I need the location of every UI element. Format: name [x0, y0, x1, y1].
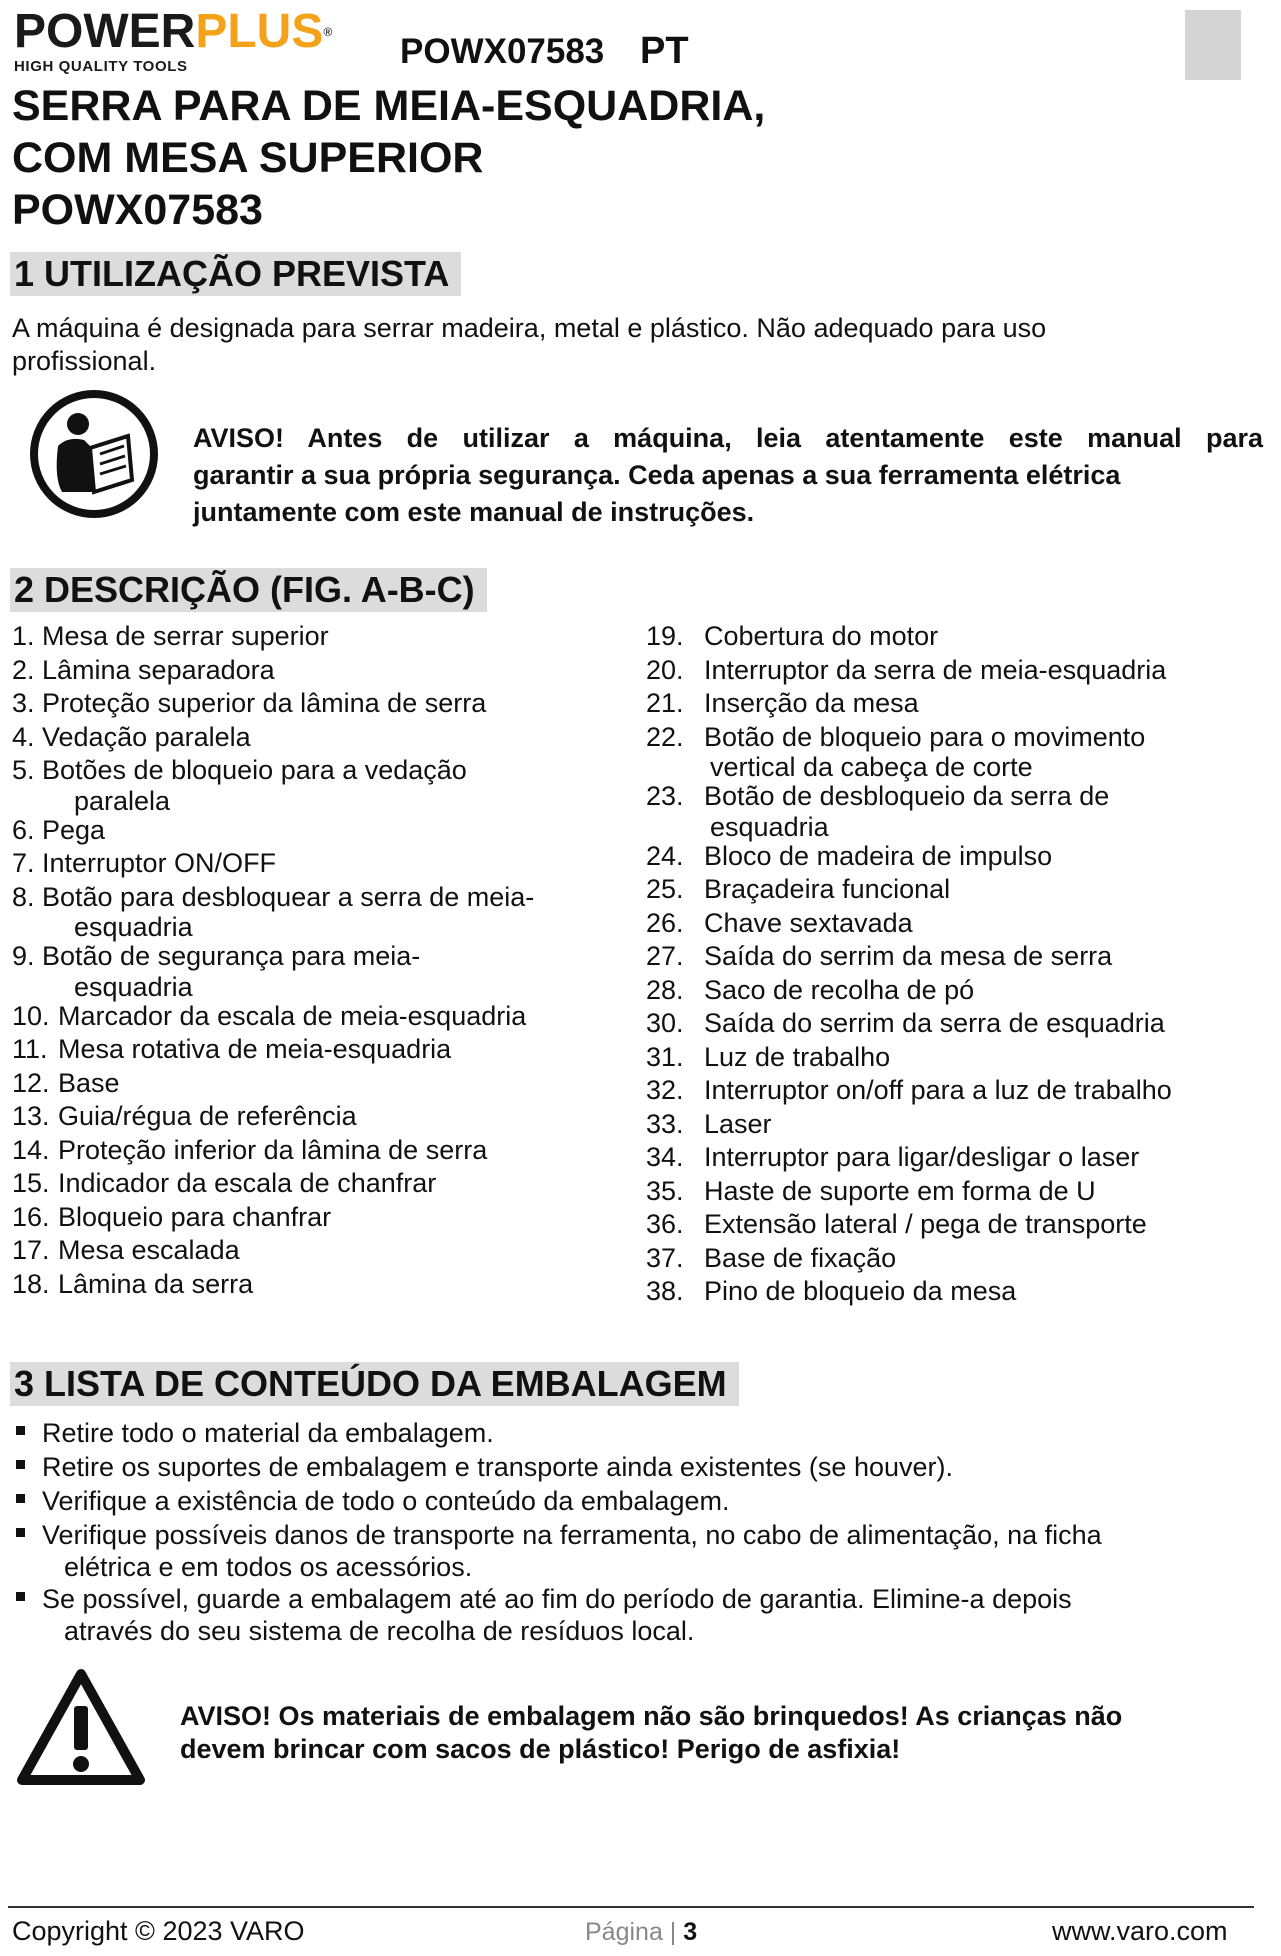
parts-list-item — [12, 1033, 632, 1067]
item-number: 32. — [646, 1075, 684, 1105]
item-label: Lâmina separadora — [42, 654, 275, 685]
item-label: Vedação paralela — [42, 721, 251, 752]
brand-logo — [14, 5, 384, 78]
item-label: Extensão lateral / pega de transporte — [704, 1209, 1147, 1239]
item-number: 6. — [12, 814, 35, 845]
item-number: 10. — [12, 1000, 50, 1031]
item-label: Botão de desbloqueio da serra de — [704, 781, 1110, 811]
title-line: COM MESA SUPERIOR — [12, 134, 484, 182]
packaging-warning-text: AVISO! Os materiais de embalagem não são brinquedos! As crianças não devem brincar com sacos de plástico! Perigo de asfixia! — [180, 1701, 1123, 1764]
parts-list-item — [646, 654, 1266, 688]
parts-list-item — [646, 1275, 1266, 1309]
checklist-item — [12, 1582, 1262, 1646]
package-checklist — [12, 1416, 1262, 1646]
parts-list-item — [12, 1268, 632, 1302]
parts-list-item — [12, 654, 632, 688]
item-label: Proteção superior da lâmina de serra — [42, 688, 487, 718]
item-number: 3. — [12, 688, 35, 718]
item-label-continuation: esquadria — [74, 971, 193, 1002]
checklist-text: Retire os suportes de embalagem e transporte ainda existentes (se houver). — [42, 1452, 953, 1482]
item-label: Proteção inferior da lâmina de serra — [58, 1134, 488, 1165]
checklist-text-continuation: através do seu sistema de recolha de resíduos local. — [64, 1616, 695, 1646]
item-label: Interruptor ON/OFF — [42, 848, 277, 878]
item-label-continuation: vertical da cabeça de corte — [710, 752, 1033, 782]
item-label: Luz de trabalho — [704, 1041, 891, 1072]
parts-list-item — [12, 1167, 632, 1201]
item-label: Cobertura do motor — [704, 621, 939, 651]
item-number: 5. — [12, 755, 35, 785]
item-number: 21. — [646, 688, 684, 718]
item-label: Guia/régua de referência — [58, 1101, 357, 1131]
item-label: Mesa de serrar superior — [42, 621, 329, 651]
parts-list-item — [12, 721, 632, 755]
item-label: Mesa rotativa de meia-esquadria — [58, 1034, 452, 1064]
parts-list-item — [646, 721, 1266, 781]
checklist-item — [12, 1450, 1262, 1484]
item-number: 15. — [12, 1168, 50, 1198]
item-number: 24. — [646, 840, 684, 871]
item-label: Saída do serrim da mesa de serra — [704, 941, 1113, 971]
footer-website-link[interactable]: www.varo.com — [1052, 1916, 1228, 1946]
parts-list-item — [646, 1108, 1266, 1142]
item-number: 8. — [12, 881, 35, 912]
parts-list-item — [646, 1074, 1266, 1108]
item-number: 7. — [12, 848, 35, 878]
item-label: Botões de bloqueio para a vedação — [42, 755, 467, 785]
safety-warning-text: AVISO! Antes de utilizar a máquina, leia atentamente este manual para garantir a sua própria segurança. Ceda apenas a sua ferramenta elétrica juntamente com este manual de instruções. — [193, 423, 1263, 527]
parts-list-item — [646, 1007, 1266, 1041]
item-label: Lâmina da serra — [58, 1268, 254, 1299]
footer-divider — [8, 1906, 1254, 1908]
parts-list-item — [646, 687, 1266, 721]
parts-list-item — [12, 754, 632, 814]
item-label: Braçadeira funcional — [704, 874, 951, 904]
header-model-code: POWX07583 — [400, 32, 605, 71]
item-label: Bloco de madeira de impulso — [704, 840, 1053, 871]
parts-list-right — [646, 620, 1266, 1309]
checklist-item — [12, 1518, 1262, 1582]
item-number: 27. — [646, 941, 684, 971]
parts-list-item — [646, 1141, 1266, 1175]
item-number: 17. — [12, 1235, 50, 1265]
item-label: Inserção da mesa — [704, 688, 919, 718]
parts-list-item — [12, 1067, 632, 1101]
document-title — [12, 80, 1112, 236]
parts-list-item — [12, 1000, 632, 1034]
parts-list-item — [646, 940, 1266, 974]
item-number: 23. — [646, 781, 684, 811]
item-number: 1. — [12, 621, 35, 651]
item-number: 12. — [12, 1067, 50, 1098]
item-label: Interruptor da serra de meia-esquadria — [704, 654, 1167, 685]
checklist-text: Verifique a existência de todo o conteúdo da embalagem. — [42, 1486, 730, 1516]
footer-page-indicator: Página | 3 — [585, 1918, 698, 1946]
item-number: 11. — [12, 1034, 48, 1064]
item-number: 13. — [12, 1101, 50, 1131]
parts-list-item — [646, 1242, 1266, 1276]
item-label: Base — [58, 1067, 120, 1098]
item-number: 22. — [646, 721, 684, 752]
item-number: 35. — [646, 1175, 684, 1206]
parts-list-item — [12, 1234, 632, 1268]
checklist-text: Retire todo o material da embalagem. — [42, 1418, 494, 1448]
item-label: Marcador da escala de meia-esquadria — [58, 1000, 527, 1031]
item-label: Saco de recolha de pó — [704, 974, 975, 1005]
item-number: 16. — [12, 1201, 50, 1232]
parts-list-left — [12, 620, 632, 1301]
parts-list-item — [646, 1208, 1266, 1242]
logo-tagline: HIGH QUALITY TOOLS — [14, 58, 188, 75]
item-label: Botão para desbloquear a serra de meia- — [42, 881, 535, 912]
logo-wordmark: POWERPLUS® — [14, 5, 333, 58]
footer-copyright: Copyright © 2023 VARO — [12, 1916, 305, 1946]
item-label: Pega — [42, 814, 106, 845]
item-label: Pino de bloqueio da mesa — [704, 1276, 1017, 1306]
parts-list-item — [12, 881, 632, 941]
item-label: Indicador da escala de chanfrar — [58, 1168, 437, 1198]
item-label: Interruptor on/off para a luz de trabalho — [704, 1075, 1172, 1105]
item-label-continuation: esquadria — [74, 912, 193, 942]
item-label: Bloqueio para chanfrar — [58, 1201, 332, 1232]
item-label-continuation: paralela — [74, 785, 171, 816]
title-line: SERRA PARA DE MEIA-ESQUADRIA, — [12, 82, 766, 130]
parts-list-item — [646, 620, 1266, 654]
section-heading-intended-use: 1 UTILIZAÇÃO PREVISTA — [10, 252, 461, 296]
section-heading-description: 2 DESCRIÇÃO (FIG. A-B-C) — [10, 568, 487, 612]
parts-list-item — [12, 940, 632, 1000]
item-label-continuation: esquadria — [710, 811, 829, 842]
item-label: Laser — [704, 1108, 772, 1139]
item-label: Chave sextavada — [704, 907, 913, 938]
bullet-square-icon — [16, 1528, 25, 1537]
checklist-text: Se possível, guarde a embalagem até ao fim do período de garantia. Elimine-a depois — [42, 1584, 1072, 1614]
checklist-text-continuation: elétrica e em todos os acessórios. — [64, 1552, 473, 1582]
item-number: 4. — [12, 721, 35, 752]
checklist-item — [12, 1484, 1262, 1518]
item-number: 9. — [12, 941, 35, 971]
item-number: 31. — [646, 1041, 684, 1072]
item-number: 18. — [12, 1268, 50, 1299]
item-number: 19. — [646, 621, 684, 651]
parts-list-item — [646, 840, 1266, 874]
item-number: 14. — [12, 1134, 50, 1165]
parts-list-item — [12, 1134, 632, 1168]
parts-list-item — [646, 1041, 1266, 1075]
item-number: 38. — [646, 1276, 684, 1306]
item-number: 30. — [646, 1008, 684, 1038]
bullet-square-icon — [16, 1592, 25, 1601]
parts-list-item — [12, 1201, 632, 1235]
item-label: Saída do serrim da serra de esquadria — [704, 1008, 1165, 1038]
parts-list-item — [12, 687, 632, 721]
parts-list-item — [646, 907, 1266, 941]
item-number: 26. — [646, 907, 684, 938]
parts-list-item — [646, 873, 1266, 907]
item-number: 37. — [646, 1242, 684, 1273]
parts-list-item — [12, 1100, 632, 1134]
section-heading-package-contents: 3 LISTA DE CONTEÚDO DA EMBALAGEM — [10, 1362, 739, 1406]
item-number: 25. — [646, 874, 684, 904]
header-language-code: PT — [640, 30, 689, 72]
item-label: Interruptor para ligar/desligar o laser — [704, 1142, 1140, 1172]
item-number: 33. — [646, 1108, 684, 1139]
page-corner-tab — [1185, 10, 1241, 80]
parts-list-item — [12, 847, 632, 881]
parts-list-item — [12, 814, 632, 848]
item-label: Mesa escalada — [58, 1235, 240, 1265]
item-number: 28. — [646, 974, 684, 1005]
item-number: 36. — [646, 1209, 684, 1239]
bullet-square-icon — [16, 1426, 25, 1435]
parts-list-item — [646, 1175, 1266, 1209]
checklist-item — [12, 1416, 1262, 1450]
bullet-square-icon — [16, 1460, 25, 1469]
checklist-text: Verifique possíveis danos de transporte na ferramenta, no cabo de alimentação, na ficha — [42, 1520, 1102, 1550]
item-number: 2. — [12, 654, 35, 685]
warning-triangle-icon — [16, 1668, 146, 1786]
parts-list-item — [646, 780, 1266, 840]
title-line: POWX07583 — [12, 186, 263, 234]
item-label: Botão de segurança para meia- — [42, 941, 421, 971]
item-label: Base de fixação — [704, 1242, 897, 1273]
parts-list-item — [12, 620, 632, 654]
intended-use-text: A máquina é designada para serrar madeira, metal e plástico. Não adequado para uso profissional. — [12, 313, 1047, 376]
item-label: Haste de suporte em forma de U — [704, 1175, 1096, 1206]
parts-list-item — [646, 974, 1266, 1008]
item-label: Botão de bloqueio para o movimento — [704, 721, 1146, 752]
read-manual-icon — [28, 388, 160, 520]
bullet-square-icon — [16, 1494, 25, 1503]
item-number: 34. — [646, 1142, 684, 1172]
item-number: 20. — [646, 654, 684, 685]
page-number: 3 — [683, 1918, 698, 1946]
